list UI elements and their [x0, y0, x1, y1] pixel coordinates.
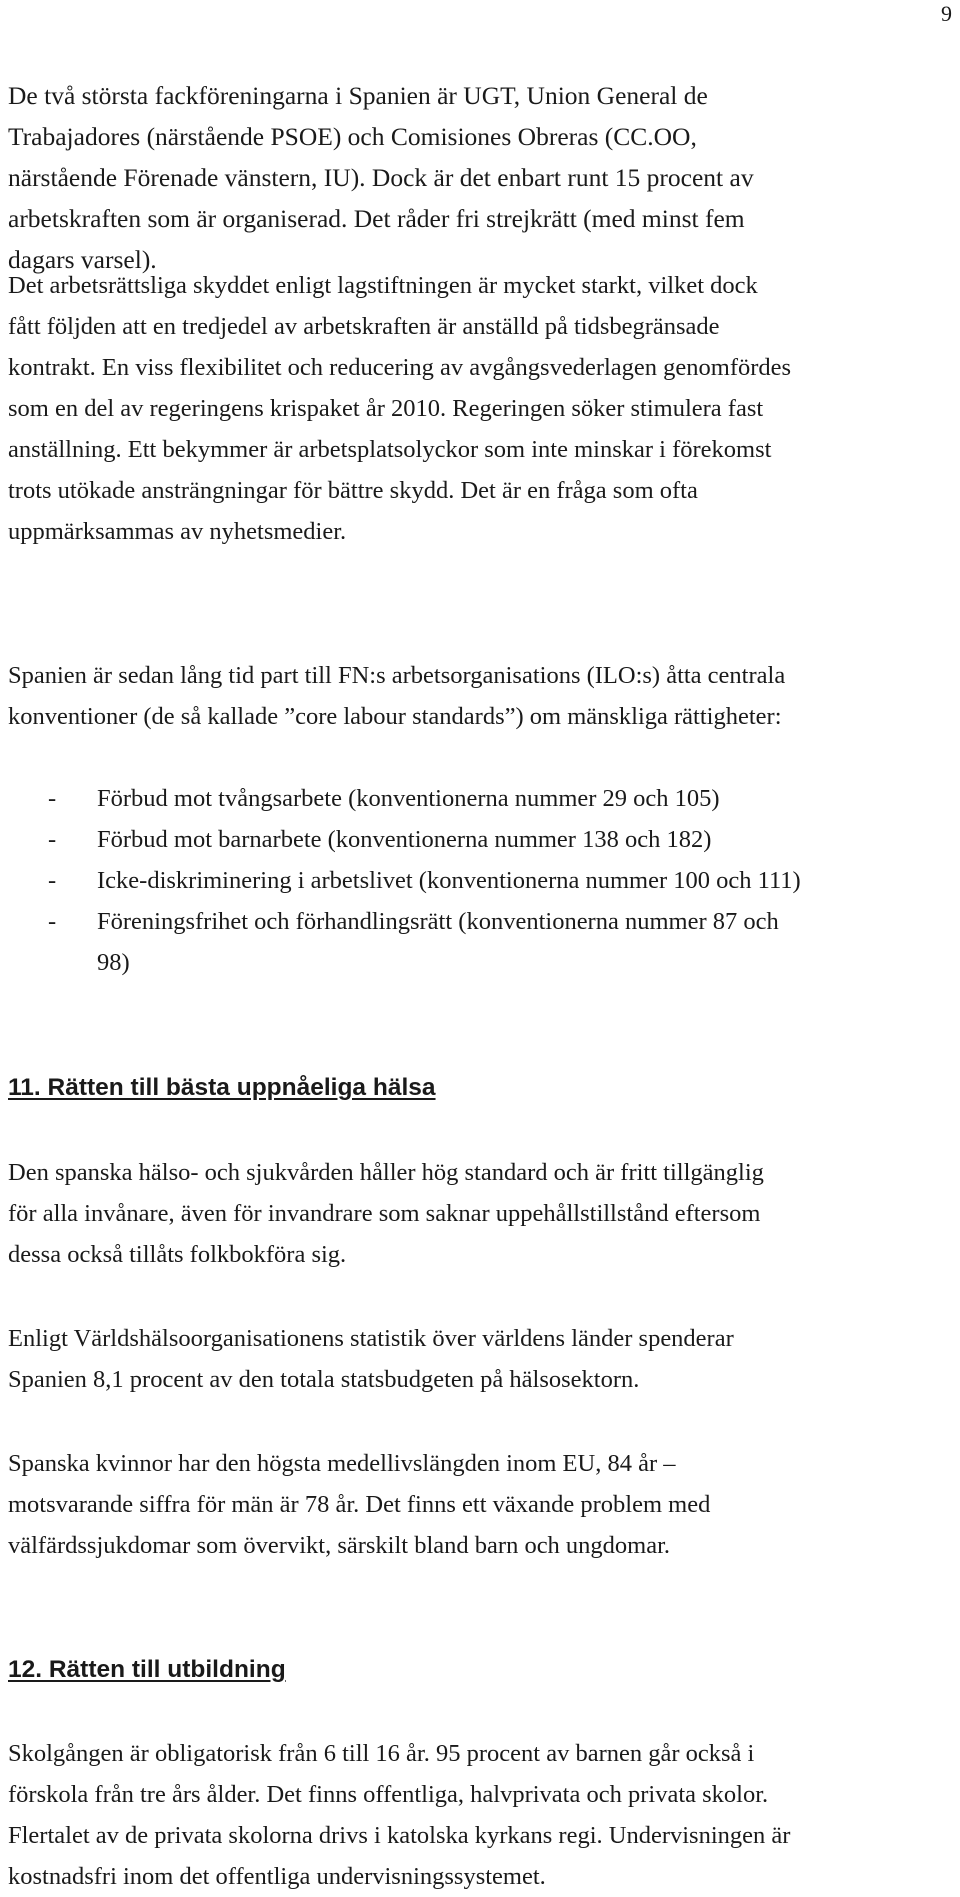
- section-heading-education: 12. Rätten till utbildning: [8, 1656, 286, 1683]
- text-line: De två största fackföreningarna i Spanien är UGT, Union General de: [8, 81, 708, 110]
- text-line: trots utökade ansträngningar för bättre skydd. Det är en fråga som ofta: [8, 477, 698, 504]
- text-line: kontrakt. En viss flexibilitet och reducering av avgångsvederlagen genomfördes: [8, 354, 792, 381]
- text-line: Den spanska hälso- och sjukvården håller hög standard och är fritt tillgänglig: [8, 1159, 764, 1186]
- paragraph-unions: [8, 75, 754, 280]
- text-line: för alla invånare, även för invandrare som saknar uppehållstillstånd eftersom: [8, 1200, 761, 1227]
- list-item: [8, 901, 801, 983]
- text-line: dessa också tillåts folkbokföra sig.: [8, 1241, 347, 1268]
- text-line: Skolgången är obligatorisk från 6 till 16 år. 95 procent av barnen går också i: [8, 1740, 755, 1767]
- text-line: Spanska kvinnor har den högsta medellivslängden inom EU, 84 år –: [8, 1450, 676, 1477]
- paragraph-employment-protection: [8, 265, 791, 552]
- conventions-list: [8, 778, 801, 983]
- list-item-text: Icke-diskriminering i arbetslivet (konventionerna nummer 100 och 111): [97, 867, 801, 894]
- list-item-text: 98): [97, 949, 130, 976]
- text-line: närstående Förenade vänstern, IU). Dock är det enbart runt 15 procent av: [8, 163, 754, 192]
- list-dash: -: [48, 785, 57, 812]
- list-dash: -: [48, 908, 57, 935]
- paragraph-ilo-conventions: [8, 655, 785, 737]
- text-line: förskola från tre års ålder. Det finns offentliga, halvprivata och privata skolor.: [8, 1781, 769, 1808]
- text-line: Enligt Världshälsoorganisationens statistik över världens länder spenderar: [8, 1325, 734, 1352]
- list-item-text: Föreningsfrihet och förhandlingsrätt (konventionerna nummer 87 och: [97, 908, 779, 935]
- text-line: välfärdssjukdomar som övervikt, särskilt bland barn och ungdomar.: [8, 1532, 671, 1559]
- text-line: arbetskraften som är organiserad. Det råder fri strejkrätt (med minst fem: [8, 204, 745, 233]
- paragraph-healthcare: [8, 1152, 764, 1275]
- text-line: motsvarande siffra för män är 78 år. Det finns ett växande problem med: [8, 1491, 711, 1518]
- list-dash: -: [48, 826, 57, 853]
- text-line: Spanien är sedan lång tid part till FN:s arbetsorganisations (ILO:s) åtta centrala: [8, 662, 786, 689]
- list-item-text: Förbud mot barnarbete (konventionerna nummer 138 och 182): [97, 826, 712, 853]
- text-line: Flertalet av de privata skolorna drivs i katolska kyrkans regi. Undervisningen är: [8, 1822, 791, 1849]
- paragraph-education: [8, 1733, 790, 1897]
- list-item: [8, 778, 801, 819]
- text-line: fått följden att en tredjedel av arbetskraften är anställd på tidsbegränsade: [8, 313, 720, 340]
- paragraph-life-expectancy: [8, 1443, 710, 1566]
- text-line: Det arbetsrättsliga skyddet enligt lagstiftningen är mycket starkt, vilket dock: [8, 272, 758, 299]
- list-item: [8, 860, 801, 901]
- text-line: konventioner (de så kallade ”core labour standards”) om mänskliga rättigheter:: [8, 703, 782, 730]
- text-line: uppmärksammas av nyhetsmedier.: [8, 518, 347, 545]
- list-item-text: Förbud mot tvångsarbete (konventionerna nummer 29 och 105): [97, 785, 720, 812]
- text-line: Trabajadores (närstående PSOE) och Comisiones Obreras (CC.OO,: [8, 122, 697, 151]
- text-line: Spanien 8,1 procent av den totala statsbudgeten på hälsosektorn.: [8, 1366, 640, 1393]
- text-line: som en del av regeringens krispaket år 2010. Regeringen söker stimulera fast: [8, 395, 764, 422]
- section-heading-health: 11. Rätten till bästa uppnåeliga hälsa: [8, 1074, 436, 1101]
- list-dash: -: [48, 867, 57, 894]
- text-line: dagars varsel).: [8, 245, 157, 274]
- page-number: 9: [941, 1, 952, 26]
- text-line: kostnadsfri inom det offentliga undervisningssystemet.: [8, 1863, 546, 1890]
- list-item: [8, 819, 801, 860]
- text-line: anställning. Ett bekymmer är arbetsplatsolyckor som inte minskar i förekomst: [8, 436, 772, 463]
- paragraph-health-spending: [8, 1318, 734, 1400]
